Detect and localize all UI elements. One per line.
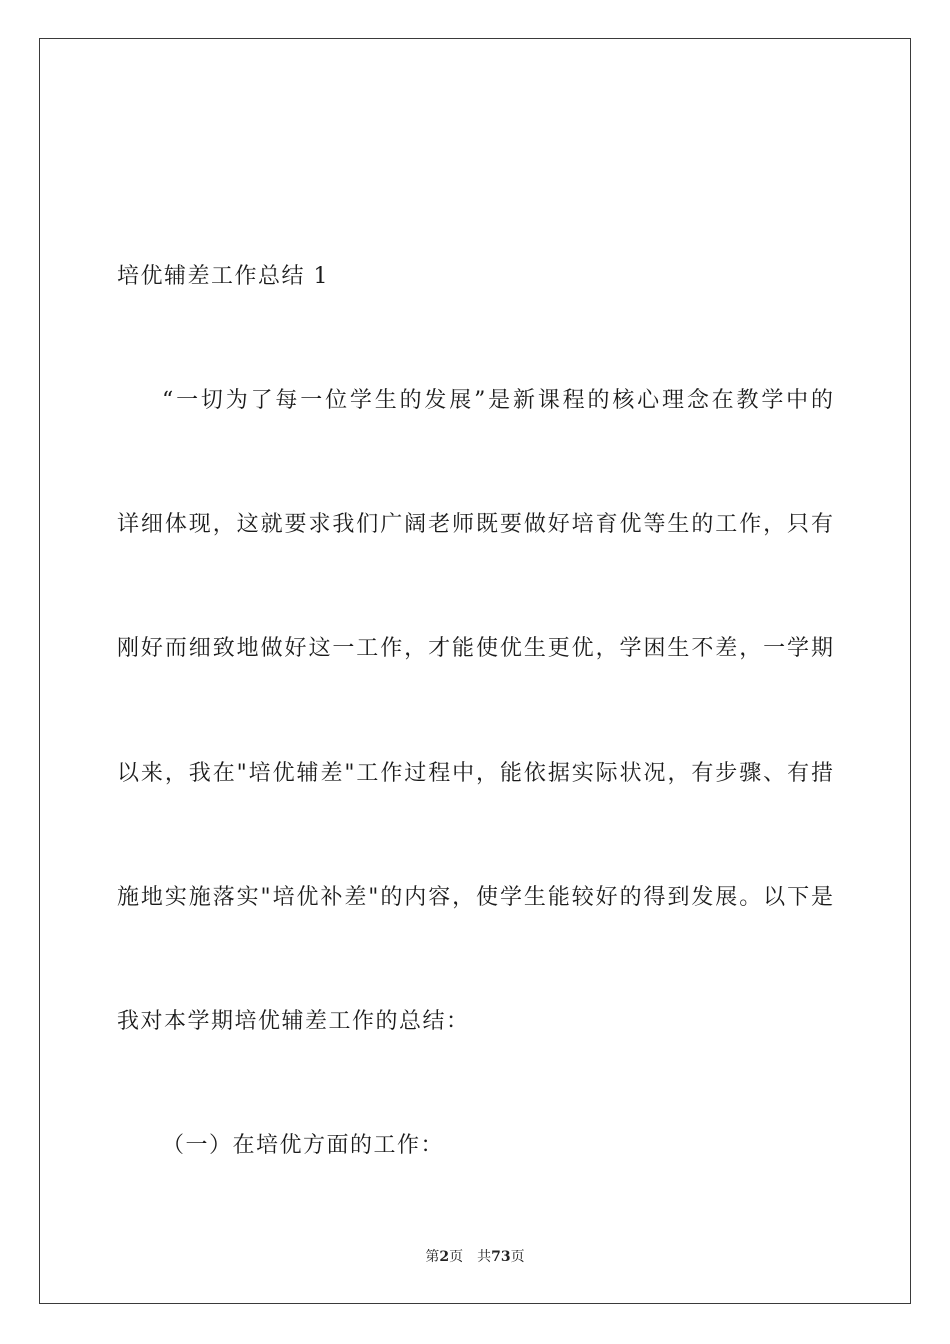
paragraph-line-4: 以来，我在"培优辅差"工作过程中，能依据实际状况，有步骤、有措	[117, 761, 833, 786]
page-number: 2	[439, 1249, 450, 1265]
paragraph-line-2: 详细体现，这就要求我们广阔老师既要做好培育优等生的工作，只有	[117, 512, 833, 537]
paragraph-line-5: 施地实施落实"培优补差"的内容，使学生能较好的得到发展。以下是	[117, 885, 833, 910]
page-suffix: 页	[449, 1249, 464, 1265]
total-suffix: 页	[510, 1249, 525, 1265]
paragraph-line-1: “一切为了每一位学生的发展”是新课程的核心理念在教学中的	[162, 388, 833, 413]
page-prefix: 第	[425, 1249, 440, 1265]
document-title: 培优辅差工作总结 1	[117, 264, 329, 289]
page-border	[39, 38, 911, 1304]
paragraph-line-6: 我对本学期培优辅差工作的总结：	[117, 1009, 470, 1034]
total-prefix: 共	[477, 1249, 492, 1265]
total-pages: 73	[491, 1249, 511, 1265]
paragraph-line-3: 刚好而细致地做好这一工作，才能使优生更优，学困生不差，一学期	[117, 636, 833, 661]
page-footer	[0, 1248, 950, 1266]
section-heading: （一）在培优方面的工作：	[162, 1133, 445, 1158]
